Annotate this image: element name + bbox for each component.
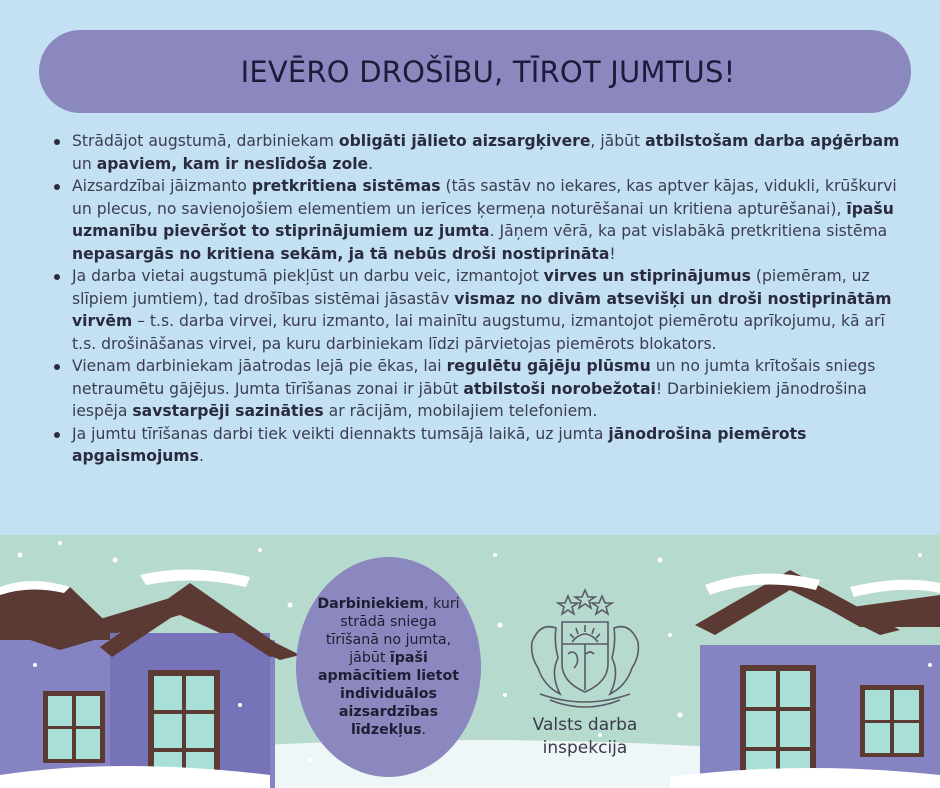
rule-text: .: [368, 154, 374, 173]
rule-text: un no jumta krītošais sniegs netraumētu gājējus. Jumta tīrīšanas zonai ir jābūt: [72, 357, 876, 398]
safety-rule-item: [48, 130, 908, 175]
rule-emphasis: atbilstoši norobežotai: [463, 379, 656, 398]
rule-emphasis: savstarpēji sazināties: [132, 402, 324, 420]
safety-rule-item: [48, 423, 908, 468]
rule-text: Strādājot augstumā, darbiniekam: [72, 132, 339, 150]
rule-emphasis: nepasargās no kritiena sekām, ja tā nebūs droši nostiprināta: [72, 244, 610, 263]
title-banner: [39, 30, 911, 113]
safety-rules-list: [48, 130, 908, 468]
organization-name-line2: inspekcija: [542, 738, 628, 758]
training-notice-text: [314, 595, 463, 739]
rule-emphasis: virves un stiprinājumus: [543, 267, 751, 285]
rule-emphasis: atbilstošam darba apģērbam: [645, 132, 900, 150]
left-house: [0, 569, 300, 788]
notice-text: , kuri strādā sniega tīrīšanā no jumta, jābūt: [325, 596, 460, 666]
rule-text: – t.s. darba virvei, kuru izmanto, lai mainītu augstumu, izmantojot piemērotu aprīkojumu, kā arī t.s. drošināšanas virvei, pa kuru darbiniekam līdzi pārvietojas piemērots blokators.: [72, 312, 885, 353]
rule-text: Ja darba vietai augstumā piekļūst un darbu veic, izmantojot: [72, 267, 544, 285]
vdi-logo: [520, 582, 650, 772]
safety-rule-item: [48, 355, 908, 423]
organization-name-line1: Valsts darba: [532, 715, 638, 735]
organization-name: [520, 714, 650, 760]
rule-emphasis: apaviem, kam ir neslīdoša zole: [96, 154, 369, 173]
rule-emphasis: īpašu uzmanību pievēršot to stiprinājumiem uz jumta: [72, 199, 894, 240]
rule-text: .: [198, 447, 204, 465]
rule-emphasis: regulētu gājēju plūsmu: [446, 357, 651, 375]
notice-emphasis: Darbiniekiem: [317, 596, 425, 612]
rule-text: ! Darbiniekiem jānodrošina iespēja: [72, 379, 867, 420]
rule-emphasis: jānodrošina piemērots apgaismojums: [72, 424, 807, 465]
rule-text: (piemēram, uz slīpiem jumtiem), tad drošības sistēmai jāsastāv: [72, 267, 870, 308]
safety-rule-item: [48, 265, 908, 355]
rule-text: Ja jumtu tīrīšanas darbi tiek veikti diennakts tumsājā laikā, uz jumta: [72, 424, 609, 443]
latvia-coat-of-arms-icon: [520, 582, 650, 712]
page-title: IEVĒRO DROŠĪBU, TĪROT JUMTUS!: [240, 54, 736, 89]
rule-text: Vienam darbiniekam jāatrodas lejā pie ēkas, lai: [72, 357, 447, 375]
rule-text: Aizsardzībai jāizmanto: [72, 177, 252, 195]
rule-text: un: [72, 154, 97, 173]
rule-text: . Jāņem vērā, ka pat vislabākā pretkritiena sistēma: [489, 222, 888, 240]
notice-emphasis: īpaši apmācītiem lietot individuālos aizsardzības līdzekļus: [317, 650, 459, 738]
notice-text: .: [421, 722, 427, 738]
rule-emphasis: obligāti jālieto aizsargķivere: [338, 132, 591, 150]
rule-text: !: [609, 244, 616, 263]
right-house: [695, 570, 940, 788]
training-notice-circle: [296, 557, 481, 777]
rule-text: , jābūt: [590, 132, 646, 150]
rule-text: (tās sastāv no iekares, kas aptver kājas, vidukli, krūškurvi un plecus, no savienojošiem elementiem un ierīces ķermeņa noturēšanai un kritiena apturēšanai),: [72, 177, 897, 218]
rule-emphasis: pretkritiena sistēmas: [251, 177, 441, 195]
rule-emphasis: vismaz no divām atsevišķi un droši nostiprinātām virvēm: [72, 289, 892, 330]
safety-rule-item: [48, 175, 908, 265]
rule-text: ar rācijām, mobilajiem telefoniem.: [323, 402, 598, 420]
